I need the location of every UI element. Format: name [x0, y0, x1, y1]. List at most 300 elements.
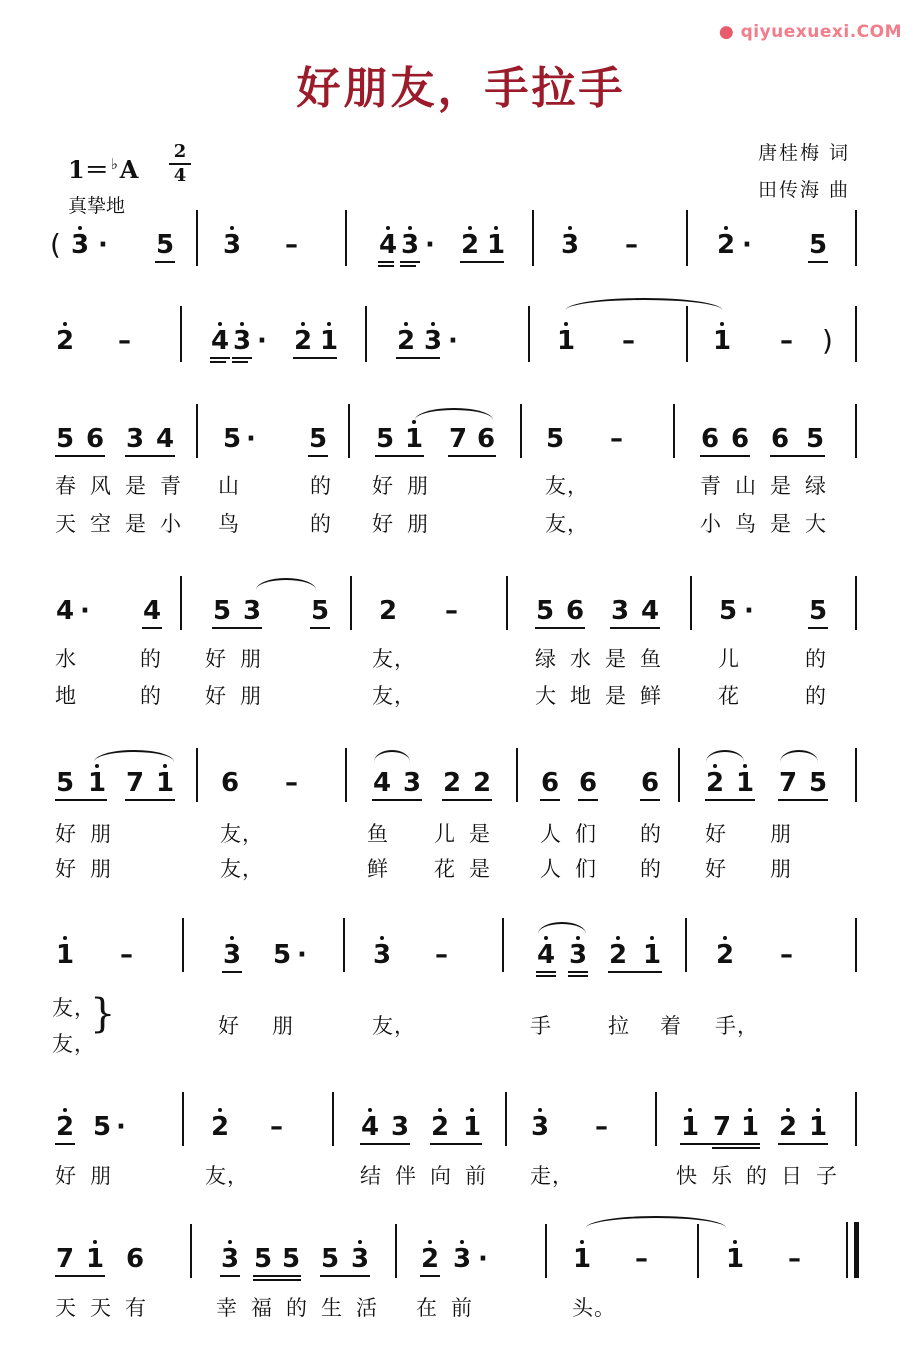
- note-digit: 4: [378, 230, 398, 260]
- note-digit: 3: [530, 1112, 550, 1142]
- note: [778, 1112, 798, 1142]
- note: [210, 1112, 230, 1142]
- note: [808, 768, 828, 798]
- underline: [730, 455, 750, 457]
- underline: [808, 799, 828, 801]
- note: [404, 424, 424, 454]
- slur: [374, 750, 410, 762]
- note-digit: 6: [540, 768, 560, 798]
- note-digit: 5: [253, 1244, 273, 1274]
- lyric: 大地是鲜: [535, 684, 675, 708]
- note: [92, 1112, 112, 1142]
- note-digit: 4: [55, 596, 75, 626]
- slur: [94, 750, 174, 762]
- lyric: 花是: [434, 857, 504, 881]
- lyric: 拉: [608, 1014, 630, 1038]
- note: [310, 596, 330, 626]
- lyric: 友，: [545, 512, 589, 536]
- note: [740, 1112, 760, 1142]
- note-digit: 3: [242, 596, 262, 626]
- note-digit: 4: [640, 596, 660, 626]
- lyric: 好朋: [205, 684, 275, 708]
- note-digit: 1: [725, 1244, 745, 1274]
- underline: [242, 627, 262, 629]
- note: [400, 230, 420, 260]
- barline: [196, 210, 198, 266]
- note-digit: 1: [486, 230, 506, 260]
- note-digit: 2: [460, 230, 480, 260]
- note: [420, 1244, 440, 1274]
- note-digit: 1: [642, 940, 662, 970]
- barline: [686, 306, 688, 362]
- lyric: 儿是: [434, 822, 504, 846]
- barline: [673, 404, 675, 458]
- note-digit: 2: [396, 326, 416, 356]
- augmentation-dot: ·: [116, 1112, 126, 1142]
- lyric: 走，: [530, 1164, 574, 1188]
- augmentation-dot: ·: [257, 326, 267, 356]
- underline: [808, 261, 828, 263]
- octave-dot: [724, 226, 728, 230]
- underline: [293, 357, 337, 359]
- tempo-marking: 真挚地: [68, 195, 126, 217]
- underline: [476, 455, 496, 457]
- note: [55, 326, 75, 356]
- lyric: 友，: [545, 474, 589, 498]
- note: [222, 424, 242, 454]
- lyric: 的: [805, 647, 827, 671]
- note: [390, 1112, 410, 1142]
- underline: [578, 799, 598, 801]
- octave-dot: [230, 936, 234, 940]
- barline: [182, 918, 184, 972]
- note: [430, 1112, 450, 1142]
- note-digit: 5: [808, 596, 828, 626]
- song-title: 好朋友，手拉手: [296, 63, 626, 114]
- underline: [396, 357, 440, 359]
- barline: [343, 918, 345, 972]
- underline: [210, 357, 230, 359]
- note-digit: 5: [55, 424, 75, 454]
- note-digit: 5: [545, 424, 565, 454]
- dash: –: [780, 326, 793, 356]
- note-digit: 1: [740, 1112, 760, 1142]
- octave-dot: [688, 1108, 692, 1112]
- barline: [854, 1222, 859, 1278]
- augmentation-dot: ·: [742, 230, 752, 260]
- note: [253, 1244, 273, 1274]
- octave-dot: [576, 936, 580, 940]
- lyric: 好: [705, 857, 727, 881]
- note: [545, 424, 565, 454]
- barline: [678, 748, 680, 802]
- note: [568, 940, 588, 970]
- octave-dot: [616, 936, 620, 940]
- note-digit: 6: [700, 424, 720, 454]
- lyric: 手: [530, 1014, 552, 1038]
- octave-dot: [63, 936, 67, 940]
- underline: [390, 1143, 410, 1145]
- note-digit: 5: [272, 940, 292, 970]
- lyric: 人们: [540, 822, 610, 846]
- octave-dot: [733, 1240, 737, 1244]
- note: [242, 596, 262, 626]
- double-underline: [568, 975, 588, 977]
- augmentation-dot: ·: [448, 326, 458, 356]
- lyric: 天空是小: [55, 512, 195, 536]
- barline: [855, 748, 857, 802]
- underline: [536, 971, 556, 973]
- note: [222, 230, 242, 260]
- slur: [780, 750, 818, 762]
- lyric: 小鸟是大: [700, 512, 840, 536]
- double-underline: [210, 361, 226, 363]
- dash: –: [270, 1112, 283, 1142]
- lyric: 友，: [52, 996, 96, 1020]
- underline: [808, 627, 828, 629]
- note-digit: 3: [222, 230, 242, 260]
- note: [55, 1112, 75, 1142]
- q-logo-icon: ●: [718, 22, 735, 42]
- time-signature: [169, 142, 191, 186]
- dash: –: [788, 1244, 801, 1274]
- augmentation-dot: ·: [80, 596, 90, 626]
- octave-dot: [163, 764, 167, 768]
- lyric: 好朋: [372, 474, 442, 498]
- note-digit: 6: [565, 596, 585, 626]
- octave-dot: [218, 322, 222, 326]
- note: [535, 596, 555, 626]
- barline: [196, 404, 198, 458]
- octave-dot: [63, 322, 67, 326]
- note-digit: 5: [55, 768, 75, 798]
- note-digit: 4: [536, 940, 556, 970]
- barline: [655, 1092, 657, 1146]
- note: [423, 326, 443, 356]
- note-digit: 2: [430, 1112, 450, 1142]
- key-right: A: [119, 155, 139, 184]
- underline: [805, 455, 825, 457]
- note-digit: 4: [360, 1112, 380, 1142]
- note-digit: 6: [640, 768, 660, 798]
- octave-dot: [544, 936, 548, 940]
- barline: [855, 306, 857, 362]
- note-digit: 2: [608, 940, 628, 970]
- lyric: 友，: [372, 1014, 416, 1038]
- note-digit: 3: [350, 1244, 370, 1274]
- augmentation-dot: ·: [98, 230, 108, 260]
- note-digit: 5: [718, 596, 738, 626]
- watermark-text: qiyuexuexi.COM: [740, 22, 902, 42]
- composer-credit: 田传海 曲: [757, 179, 850, 201]
- note-digit: 1: [462, 1112, 482, 1142]
- augmentation-dot: ·: [425, 230, 435, 260]
- underline: [642, 971, 662, 973]
- note: [808, 1112, 828, 1142]
- octave-dot: [327, 322, 331, 326]
- underline: [402, 799, 422, 801]
- underline: [310, 627, 330, 629]
- note-digit: 7: [125, 768, 145, 798]
- lyric: 友，: [372, 684, 416, 708]
- underline: [400, 261, 420, 263]
- barline: [332, 1092, 334, 1146]
- octave-dot: [428, 1240, 432, 1244]
- octave-dot: [228, 1240, 232, 1244]
- octave-dot: [218, 1108, 222, 1112]
- lyric: 儿: [718, 647, 740, 671]
- barline: [697, 1224, 699, 1278]
- note: [530, 1112, 550, 1142]
- note-digit: 3: [568, 940, 588, 970]
- barline: [365, 306, 367, 362]
- lyric: 人们: [540, 857, 610, 881]
- note: [476, 424, 496, 454]
- octave-dot: [404, 322, 408, 326]
- barline: [516, 748, 518, 802]
- dash: –: [285, 230, 298, 260]
- note: [272, 940, 292, 970]
- octave-dot: [580, 1240, 584, 1244]
- note: [472, 768, 492, 798]
- octave-dot: [95, 764, 99, 768]
- note: [642, 940, 662, 970]
- octave-dot: [412, 420, 416, 424]
- note: [55, 768, 75, 798]
- note: [448, 424, 468, 454]
- note-digit: 1: [556, 326, 576, 356]
- lyric: 手，: [715, 1014, 759, 1038]
- note: [730, 424, 750, 454]
- underline: [735, 799, 755, 801]
- octave-dot: [494, 226, 498, 230]
- note: [540, 768, 560, 798]
- lyric: 地: [55, 684, 77, 708]
- slur: [256, 578, 316, 590]
- note-digit: 1: [404, 424, 424, 454]
- note: [142, 596, 162, 626]
- note-digit: 1: [735, 768, 755, 798]
- lyric: 山: [218, 474, 240, 498]
- note-digit: 6: [770, 424, 790, 454]
- note: [308, 424, 328, 454]
- note: [85, 1244, 105, 1274]
- note: [360, 1112, 380, 1142]
- dash: –: [435, 940, 448, 970]
- note-digit: 2: [442, 768, 462, 798]
- underline: [85, 455, 105, 457]
- note: [125, 1244, 145, 1274]
- note-digit: 3: [70, 230, 90, 260]
- underline: [232, 357, 252, 359]
- watermark: [719, 22, 902, 42]
- octave-dot: [470, 1108, 474, 1112]
- note-digit: 3: [402, 768, 422, 798]
- note: [442, 768, 462, 798]
- note: [770, 424, 790, 454]
- lyric: 好朋: [55, 857, 125, 881]
- octave-dot: [538, 1108, 542, 1112]
- underline: [540, 799, 560, 801]
- note: [640, 596, 660, 626]
- underline: [568, 971, 588, 973]
- underline: [712, 1143, 732, 1145]
- note: [210, 326, 230, 356]
- octave-dot: [438, 1108, 442, 1112]
- note: [70, 230, 90, 260]
- barline: [196, 748, 198, 802]
- lyric: 友，: [372, 647, 416, 671]
- note: [293, 326, 313, 356]
- dash: –: [780, 940, 793, 970]
- augmentation-dot: ·: [297, 940, 307, 970]
- open-paren: (: [50, 228, 61, 261]
- note-digit: 5: [535, 596, 555, 626]
- lyric: 花: [718, 684, 740, 708]
- note: [87, 768, 107, 798]
- lyric: 绿水是鱼: [535, 647, 675, 671]
- barline: [532, 210, 534, 266]
- note: [55, 596, 75, 626]
- note: [402, 768, 422, 798]
- lyric: 的: [640, 857, 662, 881]
- underline: [155, 261, 175, 263]
- lyric: 好: [218, 1014, 240, 1038]
- octave-dot: [650, 936, 654, 940]
- note: [452, 1244, 472, 1274]
- lyric: 鱼: [367, 822, 389, 846]
- underline: [308, 455, 328, 457]
- note-digit: 2: [716, 230, 736, 260]
- note: [232, 326, 252, 356]
- lyric: 青山是绿: [700, 474, 840, 498]
- augmentation-dot: ·: [246, 424, 256, 454]
- octave-dot: [386, 226, 390, 230]
- note: [372, 940, 392, 970]
- barline: [502, 918, 504, 972]
- barline: [345, 210, 347, 266]
- note: [155, 424, 175, 454]
- note-digit: 6: [125, 1244, 145, 1274]
- note-digit: 5: [155, 230, 175, 260]
- lyric: 朋: [272, 1014, 294, 1038]
- dash: –: [625, 230, 638, 260]
- note: [222, 940, 242, 970]
- note: [320, 1244, 340, 1274]
- note: [560, 230, 580, 260]
- close-paren: ): [822, 324, 833, 357]
- dash: –: [120, 940, 133, 970]
- note: [735, 768, 755, 798]
- note: [536, 940, 556, 970]
- note-digit: 6: [730, 424, 750, 454]
- barline: [545, 1224, 547, 1278]
- note-digit: 2: [472, 768, 492, 798]
- underline: [640, 627, 660, 629]
- barline: [846, 1222, 848, 1278]
- underline: [378, 261, 394, 263]
- note-digit: 3: [560, 230, 580, 260]
- note: [725, 1244, 745, 1274]
- note-digit: 5: [308, 424, 328, 454]
- note: [705, 768, 725, 798]
- octave-dot: [240, 322, 244, 326]
- note-digit: 1: [87, 768, 107, 798]
- octave-dot: [78, 226, 82, 230]
- lyric: 的: [805, 684, 827, 708]
- barline: [190, 1224, 192, 1278]
- note: [220, 1244, 240, 1274]
- lyric: 水: [55, 647, 77, 671]
- meter-top: 2: [173, 141, 187, 162]
- lyric: 好朋: [55, 1164, 125, 1188]
- note-digit: 7: [712, 1112, 732, 1142]
- note: [808, 230, 828, 260]
- octave-dot: [568, 226, 572, 230]
- note-digit: 5: [281, 1244, 301, 1274]
- lyric: 好朋: [372, 512, 442, 536]
- octave-dot: [816, 1108, 820, 1112]
- double-underline: [232, 361, 248, 363]
- underline: [85, 1275, 105, 1277]
- note: [350, 1244, 370, 1274]
- note: [640, 768, 660, 798]
- note-digit: 1: [808, 1112, 828, 1142]
- note: [778, 768, 798, 798]
- note: [578, 768, 598, 798]
- underline: [142, 627, 162, 629]
- barline: [855, 918, 857, 972]
- barline: [182, 1092, 184, 1146]
- key-signature: [68, 150, 138, 185]
- note: [155, 230, 175, 260]
- barline: [395, 1224, 397, 1278]
- note-digit: 5: [375, 424, 395, 454]
- note-digit: 2: [715, 940, 735, 970]
- note: [55, 424, 75, 454]
- underline: [155, 799, 175, 801]
- octave-dot: [63, 1108, 67, 1112]
- note-digit: 5: [222, 424, 242, 454]
- note-digit: 5: [808, 230, 828, 260]
- note: [220, 768, 240, 798]
- note-digit: 3: [222, 940, 242, 970]
- note: [281, 1244, 301, 1274]
- note-digit: 3: [125, 424, 145, 454]
- underline: [640, 799, 660, 801]
- note: [715, 940, 735, 970]
- note: [610, 596, 630, 626]
- barline: [180, 576, 182, 630]
- barline: [348, 404, 350, 458]
- note: [375, 424, 395, 454]
- dash: –: [595, 1112, 608, 1142]
- underline: [565, 627, 585, 629]
- double-underline: [378, 265, 394, 267]
- augmentation-dot: ·: [478, 1244, 488, 1274]
- lyric: 快乐的日子: [676, 1164, 851, 1188]
- note-digit: 4: [155, 424, 175, 454]
- octave-dot: [468, 226, 472, 230]
- note-digit: 2: [210, 1112, 230, 1142]
- barline: [520, 404, 522, 458]
- note-digit: 5: [212, 596, 232, 626]
- dash: –: [118, 326, 131, 356]
- underline: [404, 455, 424, 457]
- barline: [690, 576, 692, 630]
- slur: [706, 750, 744, 762]
- note-digit: 7: [55, 1244, 75, 1274]
